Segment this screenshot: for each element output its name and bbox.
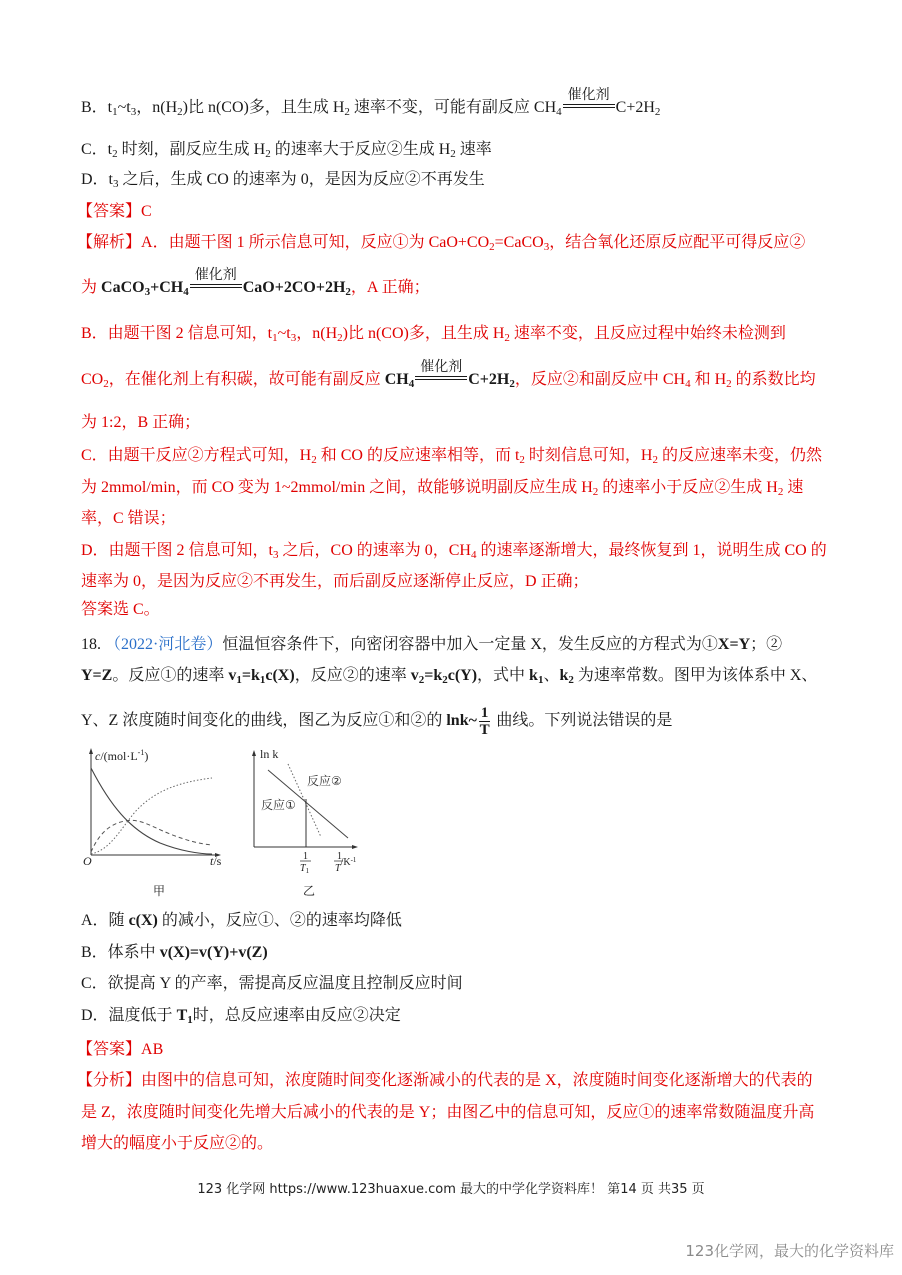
q18-stem-line3: Y、Z 浓度随时间变化的曲线，图乙为反应①和②的 lnk~ $\frac{1}{T}$ 曲线。下列说法错误的是 — [81, 705, 673, 738]
q18-stem-line2: Y=Z。反应①的速率 $v_1=k_1c(X)$，反应②的速率 $v_2=k_2c(Y)$，式中 $k_1$、$k_2$ 为速率常数。图甲为该体系中 X、 — [81, 667, 818, 686]
curve-y — [91, 820, 212, 852]
q18-analysis-1: 【分析】由图中的信息可知，浓度随时间变化逐渐减小的代表的是 X，浓度随时间变化逐渐增大的代表的 — [77, 1072, 813, 1089]
svg-text:T1: $T_1$ — [300, 863, 310, 875]
figure-jia — [83, 748, 222, 898]
label-reaction-2: 反应② — [307, 774, 342, 788]
svg-text:T/K-1: $T/K^{-1}$ — [335, 856, 357, 874]
q17-analysis-b3: 为 1:2，B 正确； — [81, 414, 201, 431]
label-reaction-1: 反应① — [261, 798, 296, 812]
q18-analysis-2: 是 Z，浓度随时间变化先增大后减小的代表的是 Y；由图乙中的信息可知，反应①的速率常数随温度升高 — [81, 1104, 815, 1121]
fraction-1-over-t: $\frac{1}{T}$ — [479, 705, 490, 738]
q17-analysis-c1: C．由题干反应②方程式可知，$H_2$ 和 CO 的反应速率相等，而 $t_2$ 时刻信息可知，$H_2$ 的反应速率未变，仍然 — [81, 447, 822, 466]
yi-x-arrow — [352, 845, 358, 849]
page-footer: 123 化学网 https://www.123huaxue.com 最大的中学化学资料库！ 第14 页 共35 页 — [197, 1182, 705, 1197]
q18-option-d: D．温度低于 $T_1$时，总反应速率由反应②决定 — [81, 1007, 401, 1026]
svg-text:t/s: t/s — [210, 854, 222, 868]
watermark: 123化学网，最大的化学资料库 — [685, 1242, 894, 1260]
catalyst-arrow: 催化剂 — [563, 98, 615, 118]
q17-option-d: D．$t_3$ 之后，生成 CO 的速率为 0，是因为反应②不再发生 — [81, 171, 485, 190]
q18-option-c: C．欲提高 Y 的产率，需提高反应温度且控制反应时间 — [81, 975, 463, 992]
q17-option-b: B．$t_1\sim t_3$，$n(H_2)$比 n(CO)多，且生成 $H_2$ 速率不变，可能有副反应 $CH_4$ 催化剂 $C+2H_2$ — [81, 88, 661, 118]
curve-z — [91, 778, 212, 854]
q17-analysis-a2: 为 $CaCO_3+CH_4$ 催化剂 $CaO+2CO+2H_2$，A 正确； — [81, 268, 430, 298]
svg-text:1: 1 — [303, 851, 308, 862]
catalyst-arrow: 催化剂 — [415, 370, 467, 390]
origin-label: O — [83, 854, 92, 868]
jia-y-arrow — [89, 748, 93, 754]
q17-analysis-d1: D．由题干图 2 信息可知，$t_3$ 之后，CO 的速率为 0，$CH_4$ 的速率逐渐增大，最终恢复到 1，说明生成 CO 的 — [81, 542, 827, 561]
q17-analysis-d2: 速率为 0，是因为反应②不再发生，而后副反应逐渐停止反应，D 正确； — [81, 573, 589, 590]
svg-text:c/(mol·L-1): $c/(mol\cdot L^{-1})$ — [95, 748, 149, 763]
q18-option-b: B．体系中 v(X)=v(Y)+v(Z) — [81, 944, 268, 961]
q17-option-c: C．$t_2$ 时刻，副反应生成 $H_2$ 的速率大于反应②生成 $H_2$ 速率 — [81, 141, 492, 160]
q18-figures — [80, 740, 400, 900]
q17-final-answer: 答案选 C。 — [81, 601, 160, 618]
q18-stem-line1: 18. （2022·河北卷）恒温恒容条件下，向密闭容器中加入一定量 X，发生反应的方程式为①X=Y；② — [81, 636, 783, 653]
q17-analysis-b2: $CO_2$，在催化剂上有积碳，故可能有副反应 $CH_4$ 催化剂 $C+2H_2$，反应②和副反应中 $CH_4$ 和 $H_2$ 的系数比均 — [81, 360, 816, 390]
q17-analysis-c3: 率，C 错误； — [81, 510, 176, 527]
svg-text:1: 1 — [337, 851, 342, 862]
caption-jia: 甲 — [153, 884, 166, 898]
q17-analysis-b1: B．由题干图 2 信息可知，$t_1\sim t_3$，$n(H_2)$比 n(CO)多，且生成 $H_2$ 速率不变，且反应过程中始终未检测到 — [81, 325, 786, 344]
q18-option-a: A．随 c(X) 的减小，反应①、②的速率均降低 — [81, 912, 402, 929]
catalyst-arrow: 催化剂 — [190, 278, 242, 298]
svg-text:ln k: ln k — [260, 747, 279, 761]
q17-analysis-c2: 为 2mmol/min，而 CO 变为 1~2mmol/min 之间，故能够说明副反应生成 $H_2$ 的速率小于反应②生成 $H_2$ 速 — [81, 479, 804, 498]
caption-yi: 乙 — [303, 884, 316, 898]
q17-answer: 【答案】C — [77, 203, 152, 220]
q18-answer: 【答案】AB — [77, 1041, 164, 1058]
q17-analysis-a1: 【解析】A．由题干图 1 所示信息可知，反应①为 $CaO+CO_2=CaCO_3$，结合氧化还原反应配平可得反应② — [77, 234, 806, 253]
yi-y-arrow — [252, 750, 256, 756]
q18-source: （2022·河北卷） — [105, 636, 223, 653]
figure-yi — [252, 747, 358, 898]
q18-analysis-3: 增大的幅度小于反应②的。 — [81, 1135, 274, 1152]
